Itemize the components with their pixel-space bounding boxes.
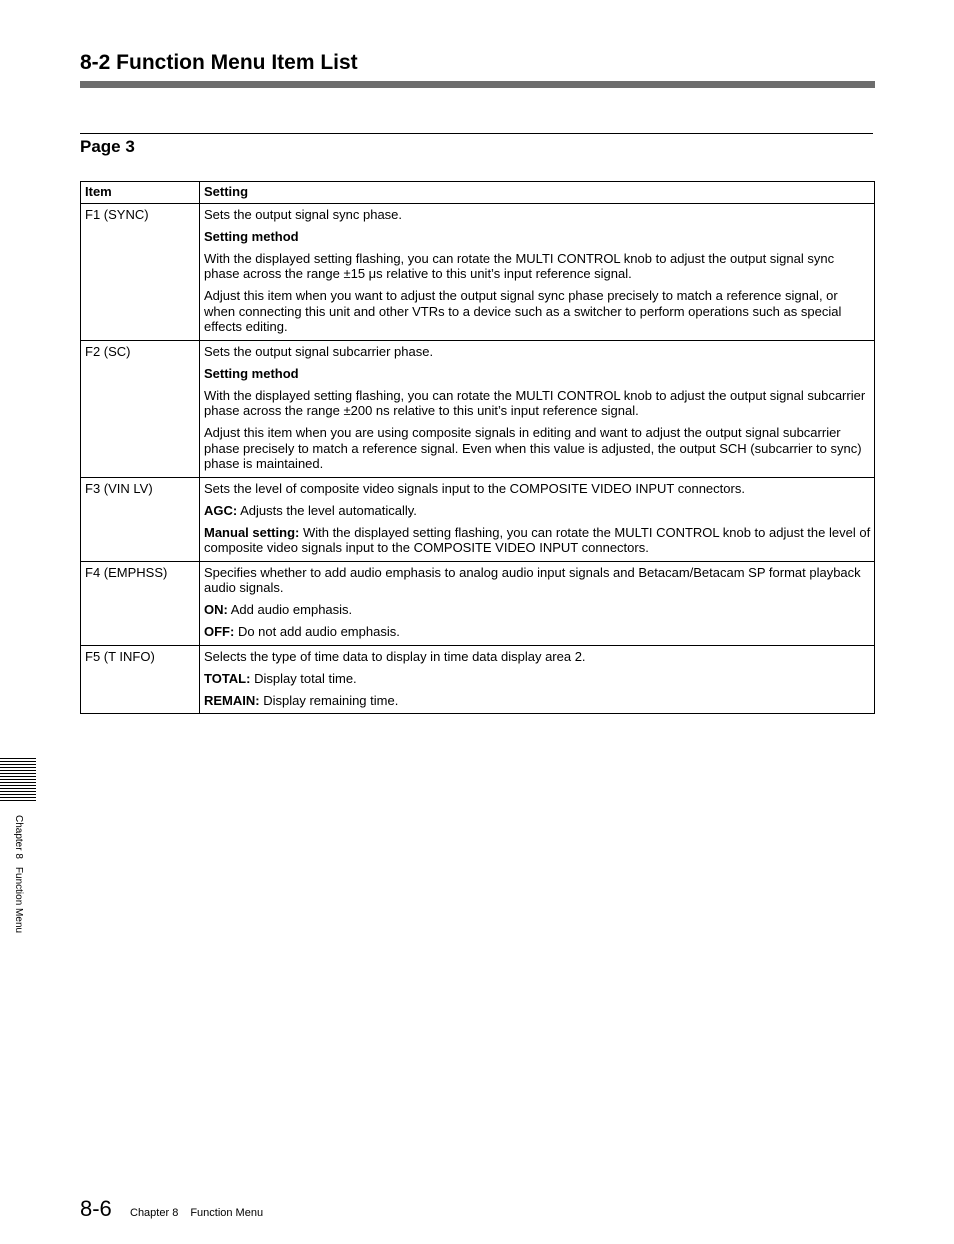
row-setting-description [200,645,875,714]
setting-text: Display remaining time. [259,692,399,708]
side-chapter-number: Chapter 8 [13,815,24,859]
setting-label: Manual setting: [204,524,300,540]
row-setting-description [200,561,875,645]
table-header-row [81,182,875,204]
row-item-name: F1 (SYNC) [81,203,200,340]
setting-text: Sets the level of composite video signals input to the COMPOSITE VIDEO INPUT connectors. [204,480,745,496]
setting-label: REMAIN: [204,692,260,708]
header-setting: Setting [200,182,875,204]
table-row [81,645,875,714]
setting-text: Sets the output signal sync phase. [204,206,403,222]
setting-paragraph [204,229,871,245]
setting-text: With the displayed setting flashing, you can rotate the MULTI CONTROL knob to adjust the level of composite video signals input to the COMPOSITE VIDEO INPUT connectors. [204,524,871,555]
setting-paragraph [204,425,871,472]
setting-text: Sets the output signal subcarrier phase. [204,343,434,359]
setting-paragraph [204,388,871,419]
chapter-thumb-tab [0,758,36,802]
side-chapter-label [13,815,24,933]
setting-paragraph [204,288,871,335]
setting-text: Adjust this item when you are using composite signals in editing and want to adjust the output signal subcarrier phase precisely to match a reference signal. Even when this value is adjusted, the output SCH (subcarrier to sync) phase is maintained. [204,425,862,471]
setting-text: With the displayed setting flashing, you can rotate the MULTI CONTROL knob to adjust the output signal sync phase across the range ±15 μs relative to this unit’s input reference signal. [204,250,835,281]
setting-label: ON: [204,602,228,617]
table-row [81,477,875,561]
setting-paragraph [204,649,871,665]
setting-paragraph [204,366,871,382]
footer-chapter-label [130,1206,263,1220]
setting-label: TOTAL: [204,670,251,686]
setting-text: Display total time. [250,670,357,686]
page-number: 8-6 [80,1196,112,1221]
setting-paragraph [204,565,871,596]
setting-paragraph [204,624,871,640]
side-chapter-title: Function Menu [13,866,24,934]
setting-paragraph [204,525,871,556]
row-setting-description [200,477,875,561]
row-item-name: F5 (T INFO) [81,645,200,714]
setting-text: Specifies whether to add audio emphasis to analog audio input signals and Betacam/Betacam SP format playback audio signals. [204,564,861,595]
title-underline-bar [80,81,875,88]
page-heading-rule [80,133,873,134]
setting-label: AGC: [204,502,238,518]
function-menu-table [80,181,875,714]
header-item: Item [81,182,200,204]
setting-label: Setting method [204,228,299,244]
setting-label: Setting method [204,365,299,381]
row-setting-description [200,340,875,477]
page-heading: Page 3 [80,137,135,156]
setting-paragraph [204,481,871,497]
setting-text: With the displayed setting flashing, you can rotate the MULTI CONTROL knob to adjust the output signal subcarrier phase across the range ±200 ns relative to this unit’s input reference signal. [204,387,866,418]
setting-text: Do not add audio emphasis. [234,624,400,639]
table-row [81,561,875,645]
setting-paragraph [204,207,871,223]
footer-chapter-number: Chapter 8 [130,1207,179,1219]
setting-paragraph [204,251,871,282]
setting-paragraph [204,344,871,360]
table-row [81,203,875,340]
row-item-name: F2 (SC) [81,340,200,477]
table-row [81,340,875,477]
setting-text: Adjust this item when you want to adjust the output signal sync phase precisely to match a reference signal, or when connecting this unit and other VTRs to a device such as a switcher to perform operations such as special effects editing. [204,288,842,334]
setting-text: Adjusts the level automatically. [237,502,417,518]
setting-paragraph [204,671,871,687]
footer-chapter-title: Function Menu [190,1207,264,1219]
setting-paragraph [204,693,871,709]
setting-label: OFF: [204,624,235,639]
setting-paragraph [204,602,871,618]
row-item-name: F4 (EMPHSS) [81,561,200,645]
section-title: 8-2 Function Menu Item List [80,51,358,74]
row-item-name: F3 (VIN LV) [81,477,200,561]
table-body [81,203,875,714]
setting-text: Selects the type of time data to display in time data display area 2. [204,648,586,664]
setting-text: Add audio emphasis. [227,602,353,617]
row-setting-description [200,203,875,340]
setting-paragraph [204,503,871,519]
